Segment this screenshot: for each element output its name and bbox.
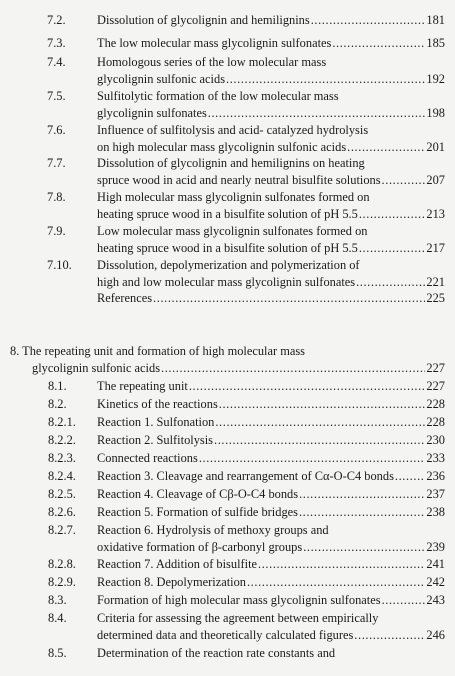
entry-page: 243 bbox=[426, 593, 445, 607]
entry-title-line1: Homologous series of the low molecular mass bbox=[97, 55, 327, 69]
entry-page: 217 bbox=[426, 241, 445, 255]
entry-page: 213 bbox=[426, 207, 445, 221]
entry-number: 8.2.9. bbox=[48, 575, 76, 589]
entry-title: Dissolution of glycolignin and hemilignins bbox=[97, 13, 310, 27]
entry-page: 198 bbox=[426, 106, 445, 120]
entry-page: 181 bbox=[426, 13, 445, 27]
entry-title: Reaction 5. Formation of sulfide bridges bbox=[97, 505, 298, 519]
entry-page: 227 bbox=[426, 379, 445, 393]
entry-page: 241 bbox=[426, 557, 445, 571]
entry-title: Reaction 1. Sulfonation bbox=[97, 415, 215, 429]
entry-title-line1: Dissolution of glycolignin and hemilignins on heating bbox=[97, 156, 365, 170]
entry-number: 8.2.6. bbox=[48, 505, 76, 519]
entry-number: 7.7. bbox=[47, 156, 66, 170]
entry-title-line2: spruce wood in acid and nearly neutral bisulfite solutions bbox=[97, 173, 381, 187]
entry-title: Reaction 3. Cleavage and rearrangement of Cα-O-C4 bonds bbox=[97, 469, 394, 483]
entry-title-line2: heating spruce wood in a bisulfite solution of pH 5.5 bbox=[97, 207, 358, 221]
entry-number: 7.10. bbox=[47, 258, 72, 272]
entry-title: Formation of high molecular mass glycolignin sulfonates bbox=[97, 593, 381, 607]
entry-number: 7.8. bbox=[47, 190, 66, 204]
entry-title-line2: determined data and theoretically calculated figures bbox=[97, 628, 354, 642]
entry-page: 230 bbox=[426, 433, 445, 447]
entry-number: 8.2.7. bbox=[48, 523, 76, 537]
entry-number: 8.5. bbox=[48, 646, 67, 660]
entry-title-line1: Determination of the reaction rate constants and bbox=[97, 646, 336, 660]
entry-title-line1: Sulfitolytic formation of the low molecular mass bbox=[97, 89, 339, 103]
entry-title: References bbox=[97, 291, 153, 305]
entry-title: Connected reactions bbox=[97, 451, 198, 465]
entry-title-line2: glycolignin sulfonic acids bbox=[97, 72, 226, 86]
entry-number: 8.2.4. bbox=[48, 469, 76, 483]
entry-number: 8.2.3. bbox=[48, 451, 76, 465]
entry-number: 7.6. bbox=[47, 123, 66, 137]
entry-number: 8.3. bbox=[48, 593, 67, 607]
entry-number: 8.1. bbox=[48, 379, 67, 393]
entry-page: 221 bbox=[426, 275, 445, 289]
entry-title-line1: Dissolution, depolymerization and polymerization of bbox=[97, 258, 360, 272]
entry-title-line2: oxidative formation of β-carbonyl groups bbox=[97, 540, 303, 554]
entry-number: 7.2. bbox=[47, 13, 66, 27]
entry-number: 8.2.5. bbox=[48, 487, 76, 501]
entry-page: 242 bbox=[426, 575, 445, 589]
entry-number: 7.3. bbox=[47, 36, 66, 50]
entry-number: 8.2.8. bbox=[48, 557, 76, 571]
entry-title-line1: Reaction 6. Hydrolysis of methoxy groups and bbox=[97, 523, 329, 537]
entry-title: The low molecular mass glycolignin sulfonates bbox=[97, 36, 332, 50]
entry-number: 8.4. bbox=[48, 611, 67, 625]
chapter-heading-line1: 8. The repeating unit and formation of high molecular mass bbox=[10, 344, 306, 358]
entry-page: 238 bbox=[426, 505, 445, 519]
chapter-heading-line2: glycolignin sulfonic acids bbox=[32, 361, 161, 375]
entry-page: 225 bbox=[426, 291, 445, 305]
entry-page: 185 bbox=[426, 36, 445, 50]
entry-page: 246 bbox=[426, 628, 445, 642]
entry-title-line2: on high molecular mass glycolignin sulfonic acids bbox=[97, 140, 347, 154]
entry-title-line2: glycolignin sulfonates bbox=[97, 106, 207, 120]
entry-title-line1: Low molecular mass glycolignin sulfonates formed on bbox=[97, 224, 368, 238]
entry-number: 8.2.2. bbox=[48, 433, 76, 447]
entry-page: 236 bbox=[426, 469, 445, 483]
entry-page: 239 bbox=[426, 540, 445, 554]
entry-number: 7.9. bbox=[47, 224, 66, 238]
entry-page: 192 bbox=[426, 72, 445, 86]
entry-title-line1: High molecular mass glycolignin sulfonates formed on bbox=[97, 190, 370, 204]
entry-page: 233 bbox=[426, 451, 445, 465]
entry-title: The repeating unit bbox=[97, 379, 188, 393]
entry-title-line1: Influence of sulfitolysis and acid- catalyzed hydrolysis bbox=[97, 123, 369, 137]
entry-title: Reaction 8. Depolymerization bbox=[97, 575, 246, 589]
entry-page: 207 bbox=[426, 173, 445, 187]
entry-title: Reaction 4. Cleavage of Cβ-O-C4 bonds bbox=[97, 487, 299, 501]
entry-title-line2: high and low molecular mass glycolignin sulfonates bbox=[97, 275, 356, 289]
entry-title: Kinetics of the reactions bbox=[97, 397, 218, 411]
entry-number: 8.2. bbox=[48, 397, 67, 411]
entry-page: 228 bbox=[426, 397, 445, 411]
entry-title: Reaction 7. Addition of bisulfite bbox=[97, 557, 258, 571]
entry-number: 8.2.1. bbox=[48, 415, 76, 429]
entry-page: 201 bbox=[426, 140, 445, 154]
entry-title-line2: heating spruce wood in a bisulfite solution of pH 5.5 bbox=[97, 241, 358, 255]
entry-page: 237 bbox=[426, 487, 445, 501]
entry-title-line1: Criteria for assessing the agreement between empirically bbox=[97, 611, 379, 625]
entry-number: 7.4. bbox=[47, 55, 66, 69]
entry-title: Reaction 2. Sulfitolysis bbox=[97, 433, 213, 447]
entry-number: 7.5. bbox=[47, 89, 66, 103]
entry-page: 228 bbox=[426, 415, 445, 429]
chapter-page: 227 bbox=[426, 361, 445, 375]
